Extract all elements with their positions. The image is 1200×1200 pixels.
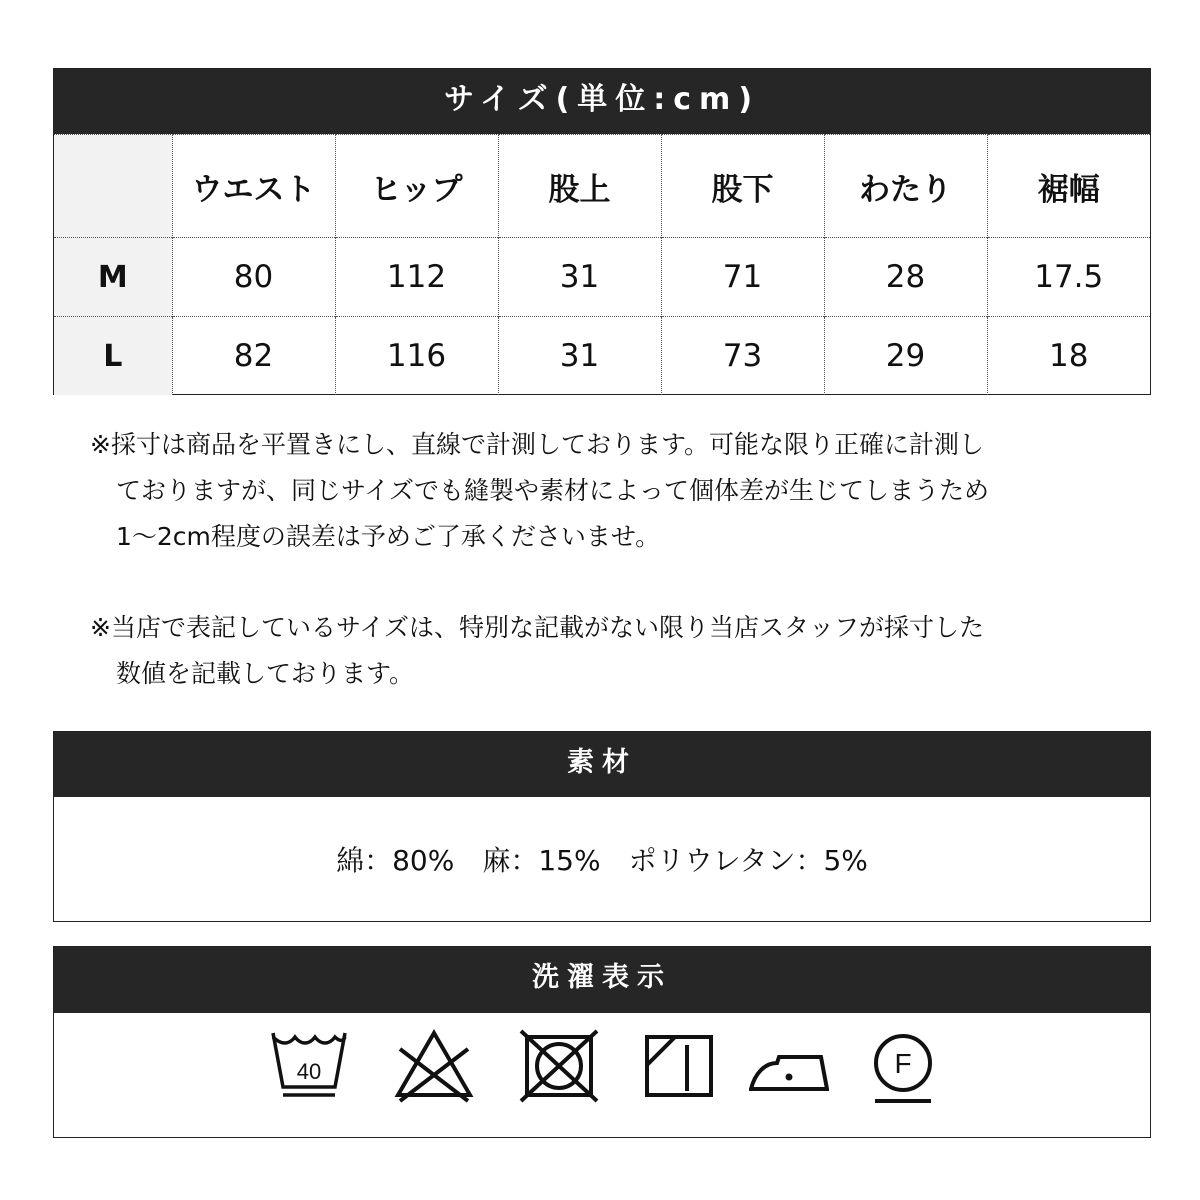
table-row xyxy=(54,238,1150,317)
table-cell: 80 xyxy=(172,238,335,317)
care-icons-row xyxy=(54,1013,1150,1137)
column-header-hem-width: 裾幅 xyxy=(987,135,1150,238)
column-header-rise: 股上 xyxy=(498,135,661,238)
column-header-thigh: わたり xyxy=(824,135,987,238)
material-title: 素材 xyxy=(54,732,1150,797)
table-cell: 31 xyxy=(498,317,661,396)
material-section xyxy=(53,731,1151,922)
table-cell: 82 xyxy=(172,317,335,396)
wash-40-gentle-icon xyxy=(269,1029,349,1109)
care-title: 洗濯表示 xyxy=(54,947,1150,1013)
note-line: ておりますが、同じサイズでも縫製や素材によって個体差が生じてしまうため xyxy=(116,476,990,505)
note-line: ※当店で表記しているサイズは、特別な記載がない限り当店スタッフが採寸した xyxy=(90,613,984,642)
table-row xyxy=(54,317,1150,396)
size-table-title: サイズ(単位:cm) xyxy=(54,69,1150,134)
table-cell: 29 xyxy=(824,317,987,396)
column-header-inseam: 股下 xyxy=(661,135,824,238)
size-table-section xyxy=(53,68,1151,395)
table-cell: 17.5 xyxy=(987,238,1150,317)
no-bleach-icon xyxy=(394,1029,474,1109)
row-label-size: L xyxy=(54,317,172,396)
row-label-size: M xyxy=(54,238,172,317)
note-line: 1〜2cm程度の誤差は予めご了承くださいませ。 xyxy=(116,522,661,551)
dry-clean-f-gentle-icon xyxy=(869,1029,949,1109)
no-tumble-dry-icon xyxy=(519,1029,599,1109)
size-table-header-row xyxy=(54,135,1150,238)
note-line: 数値を記載しております。 xyxy=(116,659,415,688)
table-cell: 71 xyxy=(661,238,824,317)
iron-low-icon xyxy=(749,1029,829,1109)
line-dry-shade-icon xyxy=(639,1029,719,1109)
table-cell: 112 xyxy=(335,238,498,317)
care-label-section xyxy=(53,946,1151,1138)
table-cell: 116 xyxy=(335,317,498,396)
table-cell: 28 xyxy=(824,238,987,317)
column-header-waist: ウエスト xyxy=(172,135,335,238)
table-cell: 31 xyxy=(498,238,661,317)
note-line: ※採寸は商品を平置きにし、直線で計測しております。可能な限り正確に計測し xyxy=(90,430,984,459)
size-table-corner-cell xyxy=(54,135,172,238)
size-source-note xyxy=(90,605,1130,697)
table-cell: 18 xyxy=(987,317,1150,396)
column-header-hip: ヒップ xyxy=(335,135,498,238)
dry-clean-letter: F xyxy=(894,1048,912,1079)
measurement-note xyxy=(90,422,1130,560)
material-composition: 綿：80% 麻：15% ポリウレタン：5% xyxy=(336,844,868,877)
table-cell: 73 xyxy=(661,317,824,396)
size-table xyxy=(54,134,1150,395)
wash-temperature: 40 xyxy=(296,1059,322,1084)
